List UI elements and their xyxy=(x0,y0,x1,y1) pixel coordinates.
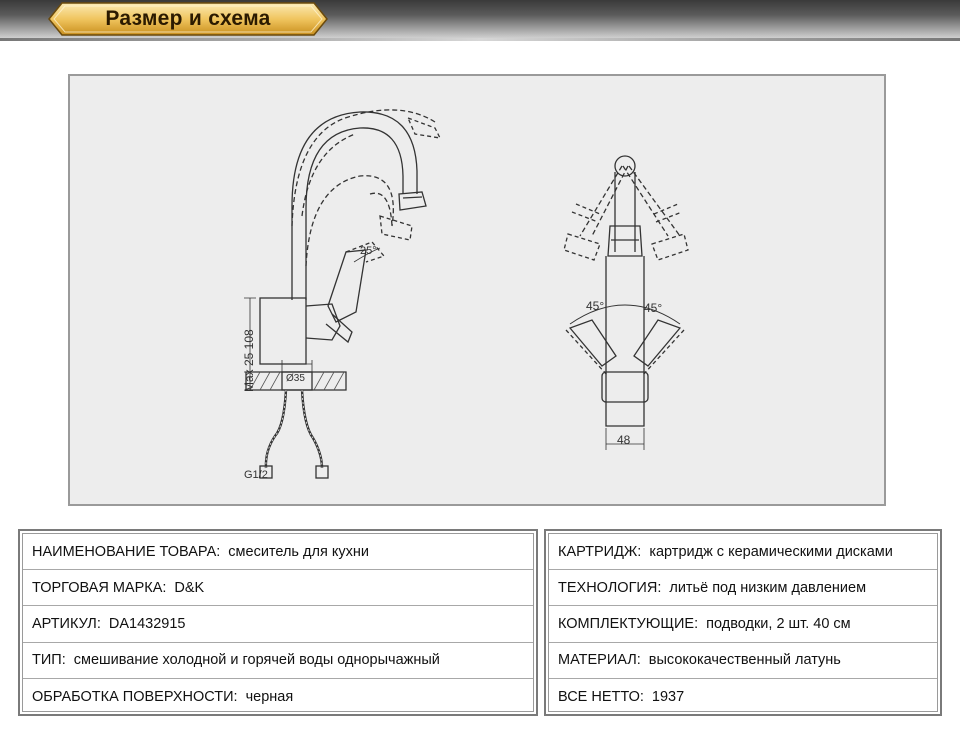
spec-label: АРТИКУЛ: xyxy=(32,615,101,632)
spec-label: НАИМЕНОВАНИЕ ТОВАРА: xyxy=(32,543,221,560)
spec-value: высококачественный латунь xyxy=(648,652,841,669)
lever-angle-label: 25° xyxy=(360,245,377,257)
side-view-labels xyxy=(242,245,377,481)
spec-value: 1937 xyxy=(651,688,685,705)
angle-left-label: 45° xyxy=(586,299,605,313)
spec-table-left xyxy=(18,529,538,716)
faucet-drawing xyxy=(70,76,884,504)
spec-value: DA1432915 xyxy=(108,615,186,632)
page-title: Размер и схема xyxy=(105,7,271,30)
angle-right-label: 45° xyxy=(644,301,663,315)
thread-label: G1/2 xyxy=(244,469,268,481)
header-divider xyxy=(0,38,960,41)
spec-label: ТЕХНОЛОГИЯ: xyxy=(558,579,662,596)
technical-drawing xyxy=(68,74,886,506)
spec-label: КАРТРИДЖ: xyxy=(558,543,642,560)
spec-row-type xyxy=(23,643,533,679)
spec-value: черная xyxy=(245,688,294,705)
spec-value: картридж с керамическими дисками xyxy=(649,543,893,560)
spec-label: ТОРГОВАЯ МАРКА: xyxy=(32,579,167,596)
spec-value: литьё под низким давлением xyxy=(669,579,867,596)
spec-row-surface xyxy=(23,679,533,715)
spec-row-technology xyxy=(549,570,937,606)
front-view xyxy=(564,156,688,450)
spec-value: D&K xyxy=(174,579,205,596)
front-view-labels xyxy=(586,299,662,447)
spec-row-cartridge xyxy=(549,534,937,570)
spec-label: ТИП: xyxy=(32,652,66,669)
spec-table-right xyxy=(544,529,942,716)
title-badge xyxy=(48,2,328,36)
spec-row-brand xyxy=(23,570,533,606)
spec-row-product-name xyxy=(23,534,533,570)
spec-label: КОМПЛЕКТУЮЩИЕ: xyxy=(558,615,699,632)
spec-value: смешивание холодной и горячей воды однорычажный xyxy=(73,652,440,669)
height-dimension-label: Max 25 108 xyxy=(242,329,256,392)
spec-value: подводки, 2 шт. 40 см xyxy=(706,615,851,632)
diameter-dimension-label: Ø35 xyxy=(286,373,305,384)
spec-label: ВСЕ НЕТТО: xyxy=(558,688,644,705)
side-view xyxy=(244,110,440,478)
spec-row-article xyxy=(23,606,533,642)
spec-label: МАТЕРИАЛ: xyxy=(558,652,641,669)
spec-label: ОБРАБОТКА ПОВЕРХНОСТИ: xyxy=(32,688,238,705)
spec-row-components xyxy=(549,606,937,642)
spec-row-material xyxy=(549,643,937,679)
width-dimension-label: 48 xyxy=(617,433,631,447)
spec-value: смеситель для кухни xyxy=(228,543,369,560)
spec-row-net-weight xyxy=(549,679,937,715)
